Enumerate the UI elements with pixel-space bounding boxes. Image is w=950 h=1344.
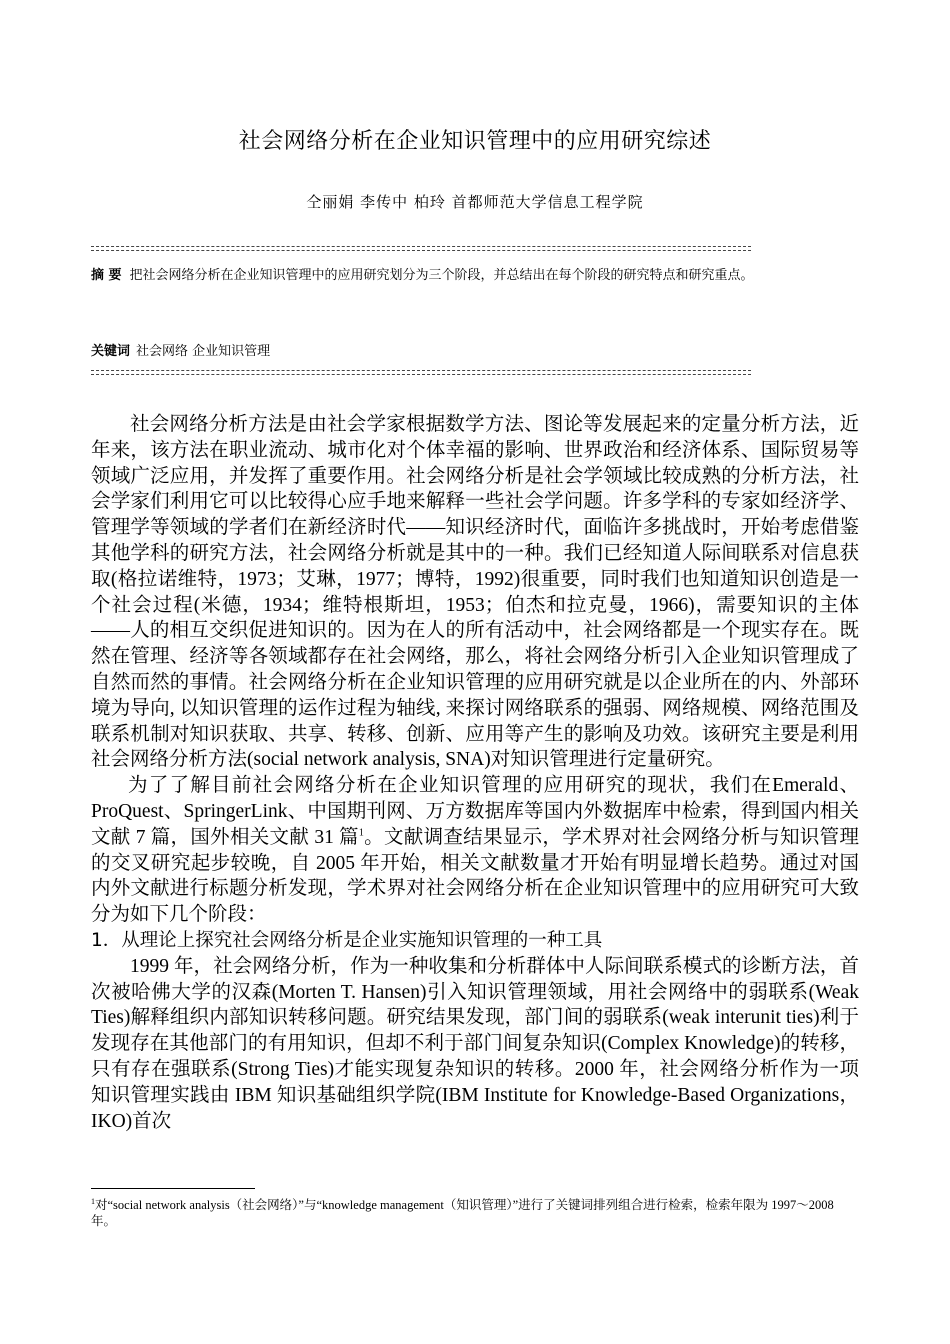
author-line: 仝丽娟 李传中 柏玲 首都师范大学信息工程学院 bbox=[306, 193, 644, 211]
body-text bbox=[91, 412, 859, 1134]
keywords-label: 关键词 bbox=[91, 344, 131, 359]
abstract bbox=[91, 263, 853, 289]
paragraph-2-part-a: 为了了解目前社会网络分析在企业知识管理的应用研究的现状，我们在Emerald、ProQuest、SpringerLink、中国期刊网、万方数据库等国内外数据库中检索，得到国内相关文献 7 篇，国外相关文献 31 篇 bbox=[91, 775, 859, 848]
paragraph-1: 社会网络分析方法是由社会学家根据数学方法、图论等发展起来的定量分析方法，近年来，该方法在职业流动、城市化对个体幸福的影响、世界政治和经济体系、国际贸易等领域广泛应用，并发挥了重要作用。社会网络分析是社会学领域比较成熟的分析方法，社会学家们利用它可以比较得心应手地来解释一些社会学问题。许多学科的专家如经济学、管理学等领域的学者们在新经济时代——知识经济时代，面临许多挑战时，开始考虑借鉴其他学科的研究方法，社会网络分析就是其中的一种。我们已经知道人际间联系对信息获取(格拉诺维特，1973；艾琳，1977；博特，1992)很重要，同时我们也知道知识创造是一个社会过程(米德，1934；维特根斯坦，1953；伯杰和拉克曼，1966)，需要知识的主体——人的相互交织促进知识的。因为在人的所有活动中，社会网络都是一个现实存在。既然在管理、经济等各领域都存在社会网络，那么，将社会网络分析引入企业知识管理成了自然而然的事情。社会网络分析在企业知识管理的应用研究就是以企业所在的内、外部环境为导向, 以知识管理的运作过程为轴线, 来探讨网络联系的强弱、网络规模、网络范围及联系机制对知识获取、共享、转移、创新、应用等产生的影响及功效。该研究主要是利用社会网络分析方法(social network analysis, SNA)对知识管理进行定量研究。 bbox=[91, 414, 859, 771]
footnote-ref[interactable]: 1 bbox=[358, 827, 364, 839]
paragraph-2-part-b: 。文献调查结果显示，学术界对社会网络分析与知识管理的交叉研究起步较晚，自 2005 年开始，相关文献数量才开始有明显增长趋势。通过对国内外文献进行标题分析发现，学术界对社会网络分析在企业知识管理中的应用研究可大致分为如下几个阶段： bbox=[91, 826, 859, 926]
divider-bottom bbox=[91, 370, 751, 375]
keywords bbox=[91, 340, 853, 364]
footnote bbox=[91, 1197, 859, 1229]
abstract-label: 摘 要 bbox=[91, 268, 122, 283]
footnote-text: 对“social network analysis（社会网络）”与“knowledge management（知识管理）”进行了关键词排列组合进行检索，检索年限为 1997～2008 年。 bbox=[91, 1198, 834, 1228]
divider-top bbox=[91, 246, 751, 251]
paragraph-3: 1999 年，社会网络分析，作为一种收集和分析群体中人际间联系模式的诊断方法，首次被哈佛大学的汉森(Morten T. Hansen)引入知识管理领域，用社会网络中的弱联系(Weak Ties)解释组织内部知识转移问题。研究结果发现，部门间的弱联系(weak interunit ties)利于发现存在其他部门的有用知识，但却不利于部门间复杂知识(Complex Knowledge)的转移，只有存在强联系(Strong Ties)才能实现复杂知识的转移。2000 年，社会网络分析作为一项知识管理实践由 IBM 知识基础组织学院(IBM Institute for Knowledge-Based Organizations，IKO)首次 bbox=[91, 955, 859, 1132]
paragraph-2 bbox=[91, 773, 859, 928]
footnote-mark: 1 bbox=[91, 1196, 95, 1206]
abstract-text: 把社会网络分析在企业知识管理中的应用研究划分为三个阶段，并总结出在每个阶段的研究特点和研究重点。 bbox=[129, 268, 754, 283]
section-heading-1: 1．从理论上探究社会网络分析是企业实施知识管理的一种工具 bbox=[91, 929, 603, 951]
footnote-divider bbox=[91, 1188, 255, 1189]
keywords-text: 社会网络 企业知识管理 bbox=[136, 344, 271, 359]
paper-title: 社会网络分析在企业知识管理中的应用研究综述 bbox=[238, 129, 712, 154]
